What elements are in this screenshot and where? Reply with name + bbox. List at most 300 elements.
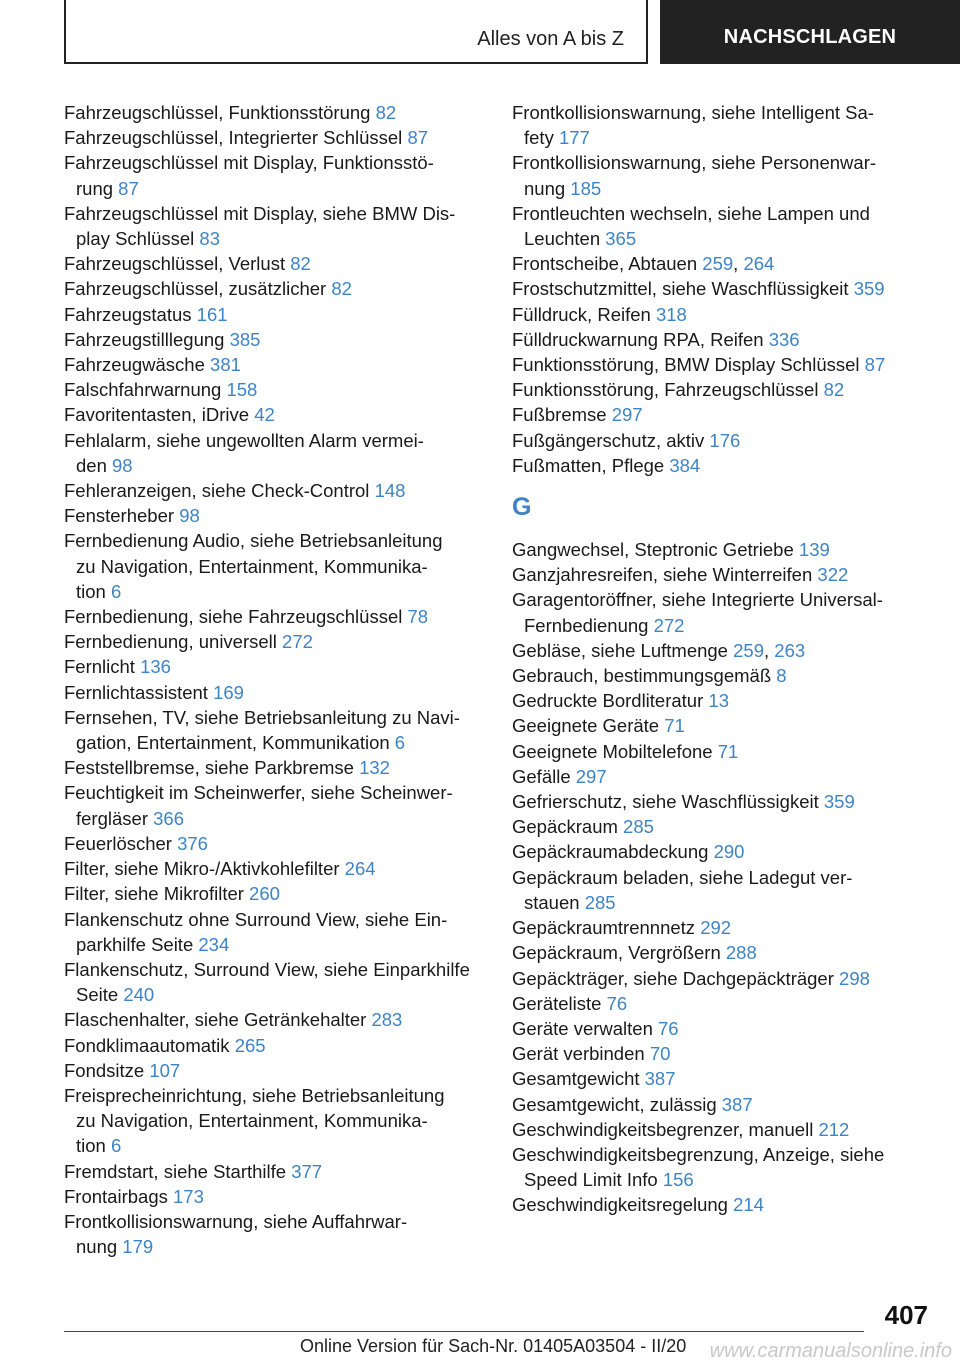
index-entry-text: tion xyxy=(76,1135,106,1157)
index-entry-text: Fahrzeugschlüssel mit Display, siehe BMW Dis- xyxy=(64,202,456,224)
index-entry xyxy=(64,755,484,780)
index-entry xyxy=(512,663,932,688)
index-entry-text: Flankenschutz, Surround View, siehe Einparkhilfe xyxy=(64,958,470,980)
page-reference-link[interactable]: 359 xyxy=(853,278,885,300)
index-entry-text: Geeignete Geräte xyxy=(512,715,660,737)
page-reference-link[interactable]: 212 xyxy=(818,1118,850,1140)
index-entry xyxy=(64,201,484,251)
page-reference-link[interactable]: 387 xyxy=(721,1093,753,1115)
index-entry-continuation xyxy=(512,226,932,251)
index-entry-term xyxy=(512,739,932,764)
index-entry-term xyxy=(64,150,484,175)
index-entry-text: Gefälle xyxy=(512,765,571,787)
page-reference-link[interactable]: 71 xyxy=(664,715,685,737)
index-entry xyxy=(64,1033,484,1058)
page-reference-link[interactable]: 387 xyxy=(644,1068,676,1090)
index-entry-continuation xyxy=(512,1167,932,1192)
index-entry-term xyxy=(512,814,932,839)
index-entry xyxy=(512,1092,932,1117)
index-entry-text: fety xyxy=(524,127,554,149)
index-entry xyxy=(64,100,484,125)
page-reference-link[interactable]: 76 xyxy=(606,992,628,1014)
index-entry-text: Feuchtigkeit im Scheinwerfer, siehe Scheinwer- xyxy=(64,782,453,804)
index-entry xyxy=(512,201,932,251)
index-entry xyxy=(64,503,484,528)
index-entry-text: Fernbedienung Audio, siehe Betriebsanleitung xyxy=(64,530,443,552)
index-entry-term xyxy=(512,1092,932,1117)
page-reference-link[interactable]: 71 xyxy=(717,740,739,762)
index-entry-term xyxy=(512,453,932,478)
index-entry-text: Fülldruck, Reifen xyxy=(512,303,651,325)
page-reference-link[interactable]: 384 xyxy=(669,454,701,476)
index-entry xyxy=(64,478,484,503)
index-entry xyxy=(512,940,932,965)
page-reference-link[interactable]: 292 xyxy=(700,917,732,939)
index-entry-text: Feststellbremse, siehe Parkbremse xyxy=(64,757,354,779)
index-entry-text: Leuchten xyxy=(524,228,601,250)
page-reference-link[interactable]: 98 xyxy=(179,505,200,527)
page-reference-link[interactable]: 139 xyxy=(798,539,830,561)
index-entry-text: nung xyxy=(76,1236,118,1258)
index-entry-term xyxy=(64,276,484,301)
index-entry xyxy=(64,831,484,856)
index-entry-term xyxy=(512,302,932,327)
page-reference-link[interactable]: 82 xyxy=(290,253,311,275)
index-entry-term xyxy=(64,1159,484,1184)
index-entry-term xyxy=(512,562,932,587)
page-reference-link[interactable]: 264 xyxy=(743,253,775,275)
index-entry-text: stauen xyxy=(524,891,580,913)
index-entry-text: Gerät verbinden xyxy=(512,1043,645,1065)
index-entry-text: Funktionsstörung, Fahrzeugschlüssel xyxy=(512,379,819,401)
index-entry xyxy=(64,957,484,1007)
index-entry xyxy=(512,789,932,814)
index-entry-term xyxy=(64,1083,484,1108)
page-reference-link[interactable]: 132 xyxy=(359,757,390,779)
index-entry-term xyxy=(512,688,932,713)
index-entry-term xyxy=(512,865,932,890)
index-entry-term xyxy=(64,1184,484,1209)
page-reference-link[interactable]: 263 xyxy=(774,639,806,661)
index-entry-term xyxy=(512,663,932,688)
index-entry xyxy=(512,537,932,562)
index-entry-text: Gesamtgewicht, zulässig xyxy=(512,1093,717,1115)
index-entry xyxy=(64,881,484,906)
page-reference-link[interactable]: 70 xyxy=(649,1043,671,1065)
index-entry-term xyxy=(512,839,932,864)
index-entry-text: Funktionsstörung, BMW Display Schlüssel xyxy=(512,354,860,376)
index-entry-term xyxy=(512,991,932,1016)
index-entry-text: Gepäckraumtrennnetz xyxy=(512,917,696,939)
index-entry xyxy=(512,402,932,427)
page-reference-link[interactable]: 285 xyxy=(623,816,654,838)
index-entry-text: Gefrierschutz, siehe Waschflüssigkeit xyxy=(512,791,819,813)
index-entry-text: Favoritentasten, iDrive xyxy=(64,404,250,426)
page-reference-link[interactable]: 322 xyxy=(817,564,849,586)
footer-divider xyxy=(64,1331,864,1332)
index-entry-term xyxy=(64,1058,484,1083)
page-reference-link[interactable]: 283 xyxy=(371,1009,403,1031)
index-entry-term xyxy=(64,780,484,805)
index-entry-text: Fahrzeugschlüssel mit Display, Funktionsstö- xyxy=(64,152,434,174)
index-entry xyxy=(64,1058,484,1083)
page-reference-link[interactable]: 365 xyxy=(605,228,637,250)
index-entry-text: Fernbedienung xyxy=(524,614,649,636)
index-entry-term xyxy=(512,789,932,814)
index-entry-term xyxy=(64,755,484,780)
index-entry-term xyxy=(64,100,484,125)
index-entry xyxy=(64,377,484,402)
index-entry xyxy=(512,638,932,663)
page-reference-link[interactable]: 260 xyxy=(249,883,280,905)
index-entry xyxy=(64,302,484,327)
index-entry xyxy=(64,402,484,427)
page-reference-link[interactable]: 366 xyxy=(153,807,184,829)
page-reference-link[interactable]: 288 xyxy=(725,942,757,964)
page-reference-link[interactable]: 173 xyxy=(173,1185,204,1207)
index-entry xyxy=(64,780,484,830)
index-entry xyxy=(64,150,484,200)
index-entry-text: Fülldruckwarnung RPA, Reifen xyxy=(512,328,764,350)
index-entry-term xyxy=(64,201,484,226)
index-entry-term xyxy=(512,276,932,301)
index-entry xyxy=(64,276,484,301)
index-entry-text: Fahrzeugschlüssel, zusätzlicher xyxy=(64,278,327,300)
index-entry-text: Fehleranzeigen, siehe Check-Control xyxy=(64,480,370,502)
index-entry-term xyxy=(512,100,932,125)
index-entry xyxy=(512,453,932,478)
index-entry-text: Frontairbags xyxy=(64,1185,168,1207)
index-entry xyxy=(64,680,484,705)
index-entry-text: Fahrzeugstilllegung xyxy=(64,328,225,350)
index-entry-term xyxy=(64,654,484,679)
index-entry-term xyxy=(64,327,484,352)
index-entry-text: Geeignete Mobiltelefone xyxy=(512,740,713,762)
index-entry-term xyxy=(512,377,932,402)
page-number: 407 xyxy=(884,1300,928,1330)
page-reference-link[interactable]: 6 xyxy=(110,1135,122,1157)
index-entry xyxy=(512,966,932,991)
page-reference-link[interactable]: 6 xyxy=(394,732,406,754)
page-reference-link[interactable]: 156 xyxy=(662,1169,694,1191)
index-entry-text: Gepäckraum xyxy=(512,816,618,838)
index-entry xyxy=(512,713,932,738)
page-reference-link[interactable]: 87 xyxy=(118,177,139,199)
page-reference-link[interactable]: 359 xyxy=(823,791,855,813)
index-entry-text: Fernsehen, TV, siehe Betriebsanleitung zu Navi- xyxy=(64,706,460,728)
index-entry-text: Filter, siehe Mikrofilter xyxy=(64,883,244,905)
index-entry xyxy=(512,1142,932,1192)
page-reference-link[interactable]: 82 xyxy=(823,379,845,401)
page-reference-link[interactable]: 136 xyxy=(140,656,171,678)
page-reference-link[interactable]: 6 xyxy=(110,580,122,602)
index-entry-text: Frontkollisionswarnung, siehe Personenwar- xyxy=(512,152,877,174)
index-entry-text: Fahrzeugschlüssel, Verlust xyxy=(64,253,286,275)
index-entry xyxy=(512,991,932,1016)
index-entry-term xyxy=(512,587,932,612)
index-entry-term xyxy=(64,831,484,856)
index-entry-term: Frontscheibe, Abtauen 259, 264 xyxy=(512,253,775,275)
page-reference-link[interactable]: 148 xyxy=(374,480,406,502)
page-reference-link[interactable]: 381 xyxy=(210,354,241,376)
index-entry-text: Fernlicht xyxy=(64,656,135,678)
page-reference-link[interactable]: 177 xyxy=(558,127,590,149)
index-entry-text: Fußgängerschutz, aktiv xyxy=(512,429,705,451)
index-group-g xyxy=(512,537,932,1217)
index-entry-term xyxy=(512,428,932,453)
index-entry-text: Feuerlöscher xyxy=(64,832,172,854)
index-entry xyxy=(64,327,484,352)
index-column-left xyxy=(64,100,484,1259)
index-entry xyxy=(64,1007,484,1032)
page-reference-link[interactable]: 290 xyxy=(713,841,745,863)
index-entry-text: Frontkollisionswarnung, siehe Auffahrwar- xyxy=(64,1210,408,1232)
index-entry xyxy=(512,688,932,713)
index-entry-term xyxy=(512,537,932,562)
page-reference-link[interactable]: 259 xyxy=(702,253,734,275)
index-entry-term xyxy=(64,503,484,528)
index-entry-text: nung xyxy=(524,177,566,199)
index-entry-text: zu Navigation, Entertainment, Kommunika- xyxy=(76,555,428,577)
page-reference-link[interactable]: 272 xyxy=(653,614,685,636)
index-entry-continuation xyxy=(64,453,484,478)
chapter-tab[interactable]: NACHSCHLAGEN xyxy=(660,0,960,64)
index-entry xyxy=(64,907,484,957)
page-reference-link[interactable]: 377 xyxy=(291,1160,323,1182)
index-entry-term xyxy=(64,705,484,730)
index-entry xyxy=(512,839,932,864)
index-entry-continuation xyxy=(512,890,932,915)
page-reference-link[interactable]: 272 xyxy=(282,631,313,653)
index-entry-text: Ganzjahresreifen, siehe Winterreifen xyxy=(512,564,813,586)
index-entry-term xyxy=(64,1007,484,1032)
index-entry-term xyxy=(512,940,932,965)
page-reference-link[interactable]: 78 xyxy=(407,606,429,628)
page-reference-link[interactable]: 13 xyxy=(708,690,729,712)
index-entry xyxy=(512,302,932,327)
index-entry xyxy=(512,1041,932,1066)
watermark: www.carmanualsonline.info xyxy=(709,1340,952,1362)
index-entry xyxy=(512,327,932,352)
index-entry-text: Filter, siehe Mikro-/Aktivkohlefilter xyxy=(64,858,340,880)
index-entry xyxy=(64,604,484,629)
index-entry-text: Geschwindigkeitsbegrenzer, manuell xyxy=(512,1118,814,1140)
index-column-right xyxy=(512,100,932,1218)
index-entry-term xyxy=(64,352,484,377)
index-entry-term xyxy=(64,302,484,327)
index-entry-text: Fremdstart, siehe Starthilfe xyxy=(64,1160,287,1182)
index-entry-term xyxy=(64,528,484,553)
page-reference-link[interactable]: 179 xyxy=(122,1236,154,1258)
index-entry-term xyxy=(512,915,932,940)
index-entry-text: Fußbremse xyxy=(512,404,607,426)
index-entry-text: parkhilfe Seite xyxy=(76,933,194,955)
page-reference-link[interactable]: 87 xyxy=(864,354,886,376)
index-entry-text: Fondklimaautomatik xyxy=(64,1034,230,1056)
index-entry-text: Gebrauch, bestimmungsgemäß xyxy=(512,665,772,687)
index-entry-text: Flaschenhalter, siehe Getränkehalter xyxy=(64,1009,367,1031)
index-entry-term xyxy=(64,957,484,982)
page-reference-link[interactable]: 265 xyxy=(234,1034,266,1056)
index-entry-continuation xyxy=(64,1108,484,1133)
index-entry xyxy=(512,1066,932,1091)
index-entry xyxy=(64,428,484,478)
index-entry-term xyxy=(512,764,932,789)
index-entry-text: Fondsitze xyxy=(64,1059,145,1081)
page-reference-link[interactable]: 98 xyxy=(112,454,133,476)
index-entry-text: Freisprecheinrichtung, siehe Betriebsanleitung xyxy=(64,1084,445,1106)
index-entry-term: Gebläse, siehe Luftmenge 259, 263 xyxy=(512,639,806,661)
page-reference-link[interactable]: 161 xyxy=(196,303,228,325)
page-reference-link[interactable]: 234 xyxy=(198,933,230,955)
page-reference-link[interactable]: 264 xyxy=(344,858,376,880)
index-entry xyxy=(512,150,932,200)
page-reference-link[interactable]: 76 xyxy=(658,1017,679,1039)
index-entry xyxy=(64,528,484,604)
page-reference-link[interactable]: 185 xyxy=(570,177,602,199)
page-reference-link[interactable]: 82 xyxy=(375,102,397,123)
index-entry-term xyxy=(64,856,484,881)
index-entry-continuation xyxy=(64,226,484,251)
index-entry xyxy=(64,1184,484,1209)
index-entry xyxy=(512,276,932,301)
index-entry xyxy=(64,629,484,654)
page-reference-link[interactable]: 83 xyxy=(199,228,220,250)
page-reference-link[interactable]: 240 xyxy=(123,984,155,1006)
index-entry xyxy=(64,654,484,679)
index-entry-term xyxy=(512,1117,932,1142)
page-reference-link[interactable]: 42 xyxy=(254,404,275,426)
index-entry-text: zu Navigation, Entertainment, Kommunika- xyxy=(76,1110,428,1132)
index-entry-text: Fehlalarm, siehe ungewollten Alarm vermei- xyxy=(64,429,424,451)
page-reference-link[interactable]: 214 xyxy=(733,1194,764,1216)
index-entry-continuation xyxy=(64,554,484,579)
index-entry xyxy=(512,377,932,402)
page-reference-link[interactable]: 87 xyxy=(407,127,429,149)
index-entry-term xyxy=(64,881,484,906)
page-reference-link[interactable]: 297 xyxy=(575,765,607,787)
index-entry-text: Fernlichtassistent xyxy=(64,681,208,703)
index-entry-term xyxy=(512,1192,932,1217)
index-entry-continuation xyxy=(512,176,932,201)
index-entry-text: Seite xyxy=(76,984,119,1006)
index-entry-text: den xyxy=(76,454,107,476)
index-entry-term xyxy=(512,1016,932,1041)
index-entry xyxy=(64,251,484,276)
index-entry xyxy=(512,587,932,637)
index-entry xyxy=(64,1159,484,1184)
page-reference-link[interactable]: 336 xyxy=(768,328,800,350)
page-reference-link[interactable]: 82 xyxy=(331,278,352,300)
index-entry-text: Gepäckträger, siehe Dachgepäckträger xyxy=(512,967,834,989)
index-entry-text: Fernbedienung, universell xyxy=(64,631,277,653)
page-reference-link[interactable]: 298 xyxy=(839,967,870,989)
index-entry xyxy=(64,705,484,755)
index-entry-text: Fußmatten, Pflege xyxy=(512,454,665,476)
index-entry-text: tion xyxy=(76,580,106,602)
index-entry xyxy=(512,739,932,764)
index-entry-text: Geschwindigkeitsbegrenzung, Anzeige, siehe xyxy=(512,1143,885,1165)
index-entry xyxy=(512,100,932,150)
index-entry xyxy=(512,865,932,915)
index-entry-term xyxy=(512,713,932,738)
index-entry-term xyxy=(64,1209,484,1234)
page-reference-link[interactable]: 285 xyxy=(584,891,616,913)
page-reference-link[interactable]: 376 xyxy=(177,832,208,854)
index-entry xyxy=(64,352,484,377)
page-reference-link[interactable]: 385 xyxy=(229,328,261,350)
index-entry xyxy=(64,125,484,150)
index-entry-continuation xyxy=(512,125,932,150)
index-group-f xyxy=(512,100,932,478)
section-letter-g: G xyxy=(512,493,532,522)
index-entry-text: Frontkollisionswarnung, siehe Intelligent Sa- xyxy=(512,102,874,123)
index-entry-term xyxy=(512,150,932,175)
index-entry-continuation xyxy=(64,176,484,201)
page-reference-link[interactable]: 297 xyxy=(611,404,643,426)
index-entry-text: Fahrzeugwäsche xyxy=(64,354,205,376)
index-entry-text: Geräte verwalten xyxy=(512,1017,653,1039)
index-entry xyxy=(64,856,484,881)
index-entry-text: Fahrzeugstatus xyxy=(64,303,192,325)
page-reference-link[interactable]: 107 xyxy=(149,1059,181,1081)
index-entry-continuation xyxy=(512,613,932,638)
index-entry-term xyxy=(64,629,484,654)
index-entry-continuation xyxy=(64,932,484,957)
page-reference-link[interactable]: 259 xyxy=(733,639,764,661)
index-entry-term xyxy=(64,478,484,503)
index-entry-text: Gedruckte Bordliteratur xyxy=(512,690,704,712)
index-entry-term xyxy=(64,907,484,932)
page-reference-link[interactable]: 8 xyxy=(776,665,787,687)
index-entry-term xyxy=(512,1066,932,1091)
index-entry-continuation xyxy=(64,1234,484,1259)
index-entry xyxy=(512,1192,932,1217)
index-entry xyxy=(512,352,932,377)
index-entry xyxy=(512,562,932,587)
index-entry xyxy=(512,1016,932,1041)
index-entry-continuation xyxy=(64,982,484,1007)
index-entry-text: Fahrzeugschlüssel, Funktionsstörung xyxy=(64,102,371,123)
index-entry-term xyxy=(64,402,484,427)
index-entry-term xyxy=(512,201,932,226)
index-entry-text: Gesamtgewicht xyxy=(512,1068,640,1090)
index-entry-text: Geschwindigkeitsregelung xyxy=(512,1194,728,1216)
index-entry-text: Gangwechsel, Steptronic Getriebe xyxy=(512,539,794,561)
index-entry-term xyxy=(512,352,932,377)
page-reference-link[interactable]: 158 xyxy=(226,379,258,401)
index-entry-text: Frontscheibe, Abtauen xyxy=(512,253,698,275)
index-entry-text: Fahrzeugschlüssel, Integrierter Schlüssel xyxy=(64,127,403,149)
index-entry-term xyxy=(64,251,484,276)
index-entry-text: Gepäckraum, Vergrößern xyxy=(512,942,721,964)
index-entry-continuation xyxy=(64,579,484,604)
index-entry-term xyxy=(512,1142,932,1167)
index-entry xyxy=(512,428,932,453)
index-entry xyxy=(512,814,932,839)
index-entry-text: Falschfahrwarnung xyxy=(64,379,222,401)
index-entry-text: Garagentoröffner, siehe Integrierte Universal- xyxy=(512,589,883,611)
page-reference-link[interactable]: 169 xyxy=(213,681,244,703)
index-entry-continuation xyxy=(64,806,484,831)
index-entry-text: Flankenschutz ohne Surround View, siehe Ein- xyxy=(64,908,448,930)
index-entry xyxy=(512,251,932,276)
index-entry-term xyxy=(512,327,932,352)
page-reference-link[interactable]: 176 xyxy=(709,429,741,451)
page-reference-link[interactable]: 318 xyxy=(655,303,687,325)
index-entry-text: Frostschutzmittel, siehe Waschflüssigkeit xyxy=(512,278,849,300)
index-entry-term xyxy=(64,1033,484,1058)
